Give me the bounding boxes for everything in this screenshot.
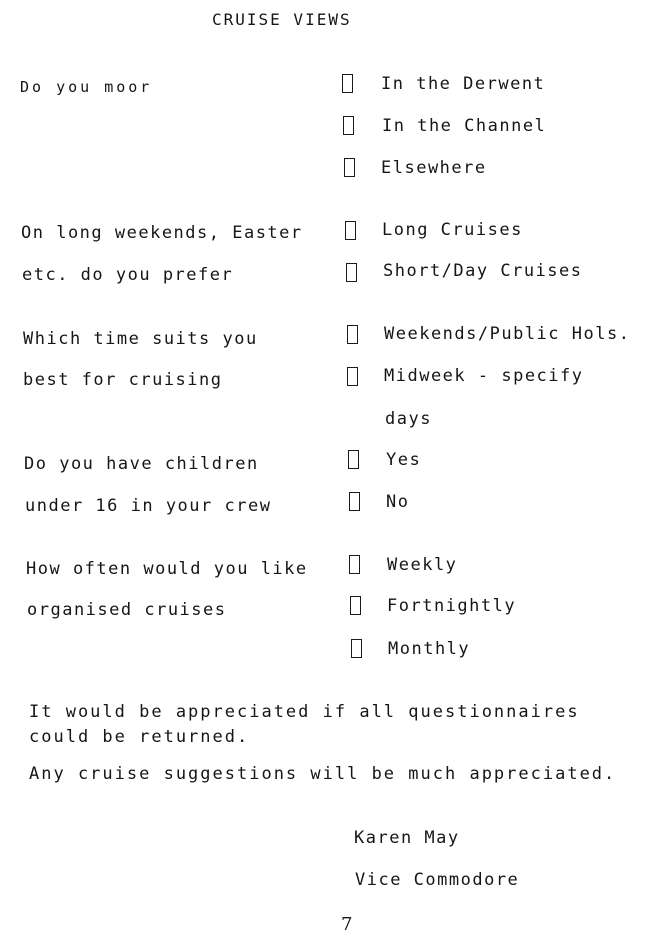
question-cruise-length-line1: On long weekends, Easter xyxy=(21,223,303,243)
option-label-elsewhere: Elsewhere xyxy=(381,158,487,178)
option-label-short-day-cruises: Short/Day Cruises xyxy=(383,261,583,281)
question-mooring: Do you moor xyxy=(20,78,153,96)
checkbox-elsewhere[interactable] xyxy=(344,158,355,177)
option-label-monthly: Monthly xyxy=(388,639,471,659)
option-label-no: No xyxy=(386,492,410,512)
option-label-weekly: Weekly xyxy=(387,555,458,575)
signature-role: Vice Commodore xyxy=(355,870,520,890)
question-cruise-length-line2: etc. do you prefer xyxy=(22,265,234,285)
question-time-line2: best for cruising xyxy=(23,370,223,390)
checkbox-long-cruises[interactable] xyxy=(345,221,356,240)
checkbox-weekends-public-hols[interactable] xyxy=(347,325,358,344)
closing-line-2: could be returned. xyxy=(29,727,250,747)
option-label-weekends-public-hols: Weekends/Public Hols. xyxy=(384,324,631,344)
checkbox-yes[interactable] xyxy=(348,450,359,469)
question-frequency-line2: organised cruises xyxy=(27,600,227,620)
option-label-in-the-channel: In the Channel xyxy=(382,116,547,136)
checkbox-in-the-channel[interactable] xyxy=(343,116,354,135)
page-number: 7 xyxy=(341,914,353,935)
checkbox-monthly[interactable] xyxy=(351,639,362,658)
checkbox-fortnightly[interactable] xyxy=(350,596,361,615)
option-label-yes: Yes xyxy=(386,450,422,470)
option-label-long-cruises: Long Cruises xyxy=(382,220,523,240)
question-frequency-line1: How often would you like xyxy=(26,559,308,579)
closing-line-1: It would be appreciated if all questionnaires xyxy=(29,702,580,722)
question-time-line1: Which time suits you xyxy=(23,329,258,349)
closing-line-3: Any cruise suggestions will be much appreciated. xyxy=(29,764,617,784)
signature-name: Karen May xyxy=(354,828,460,848)
question-children-line2: under 16 in your crew xyxy=(25,496,272,516)
checkbox-short-day-cruises[interactable] xyxy=(346,263,357,282)
checkbox-midweek[interactable] xyxy=(347,367,358,386)
question-children-line1: Do you have children xyxy=(24,454,259,474)
checkbox-in-the-derwent[interactable] xyxy=(342,74,353,93)
checkbox-weekly[interactable] xyxy=(349,555,360,574)
option-label-in-the-derwent: In the Derwent xyxy=(381,74,546,94)
checkbox-no[interactable] xyxy=(349,492,360,511)
page-title: CRUISE VIEWS xyxy=(212,10,352,29)
option-label-midweek: Midweek - specify xyxy=(384,366,584,386)
option-label-midweek-days: days xyxy=(385,409,432,429)
option-label-fortnightly: Fortnightly xyxy=(387,596,517,616)
